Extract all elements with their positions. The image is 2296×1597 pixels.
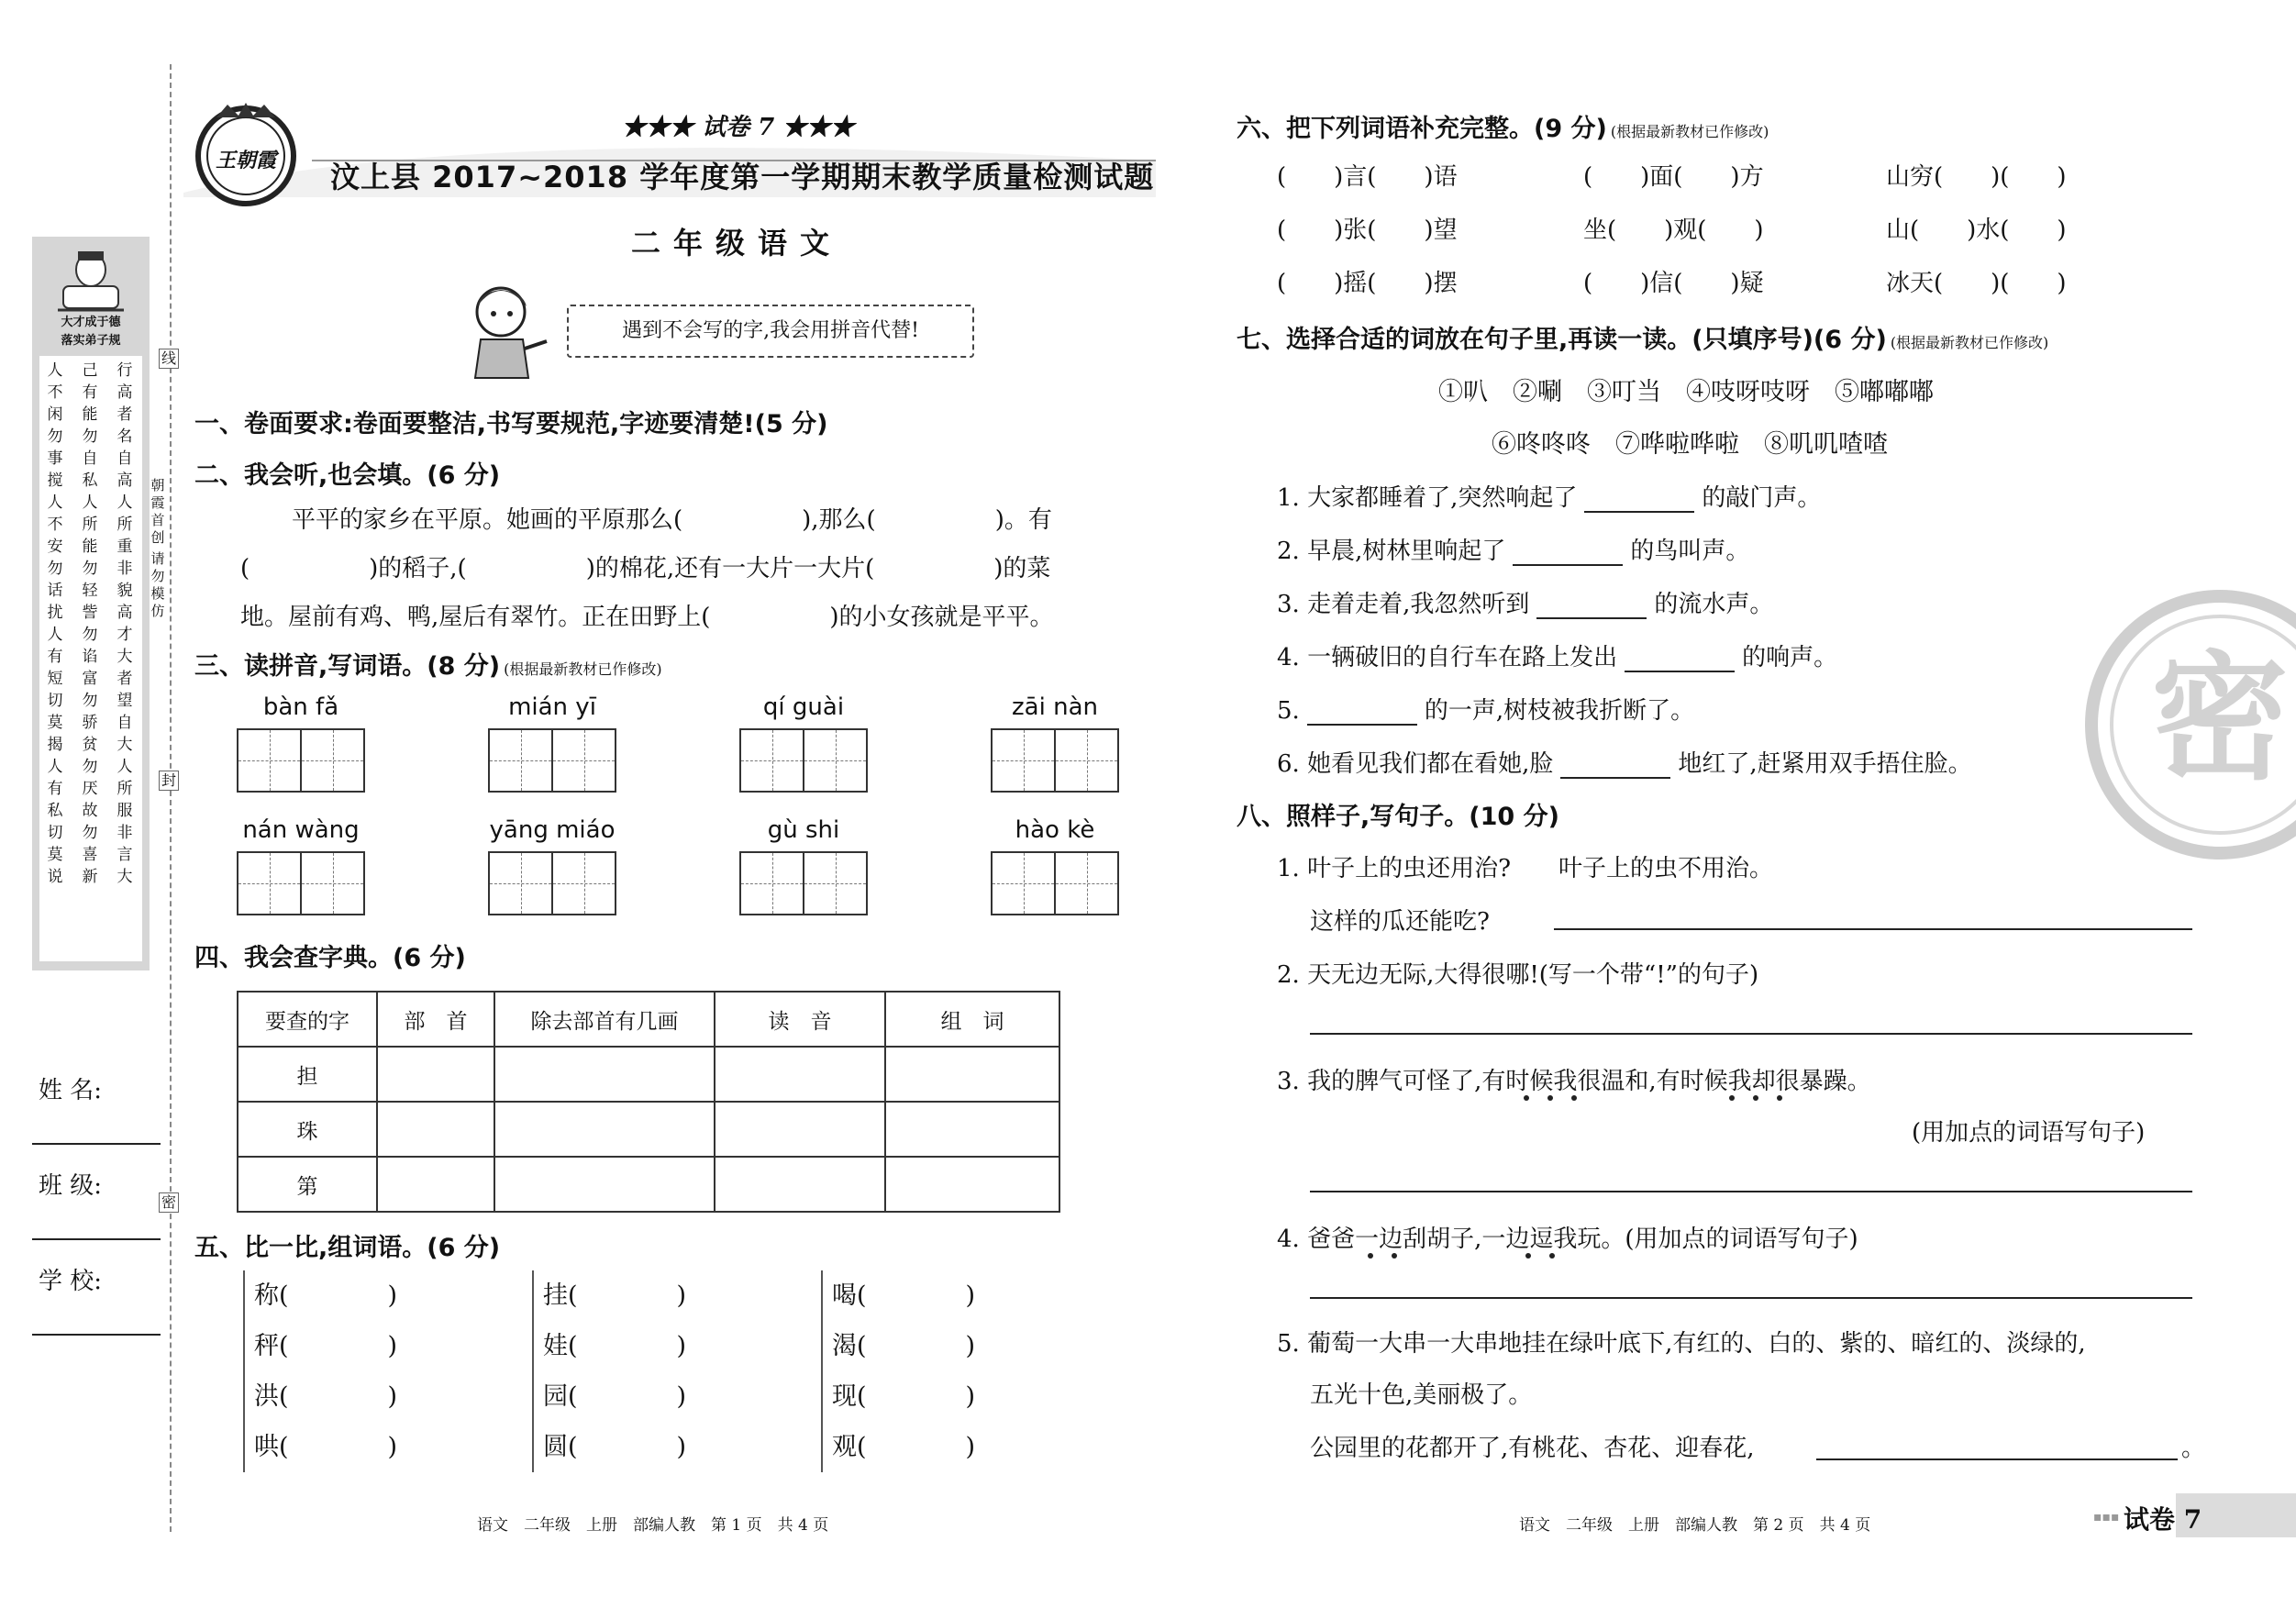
motto-column-1: 人不闲勿事搅人不安勿话扰人有短切莫揭人有私切莫说	[47, 361, 63, 886]
compare-item: 喝( )	[832, 1281, 976, 1310]
motto-heading: 大才成于德 落实弟子规	[61, 316, 121, 348]
answer-cell[interactable]	[377, 1157, 494, 1212]
writing-grid[interactable]	[237, 851, 365, 915]
name-label: 姓 名:	[39, 1077, 103, 1104]
motto-panel	[32, 237, 150, 970]
word-options-2: ⑥咚咚咚 ⑦哗啦哗啦 ⑧叽叽喳喳	[1492, 430, 1888, 459]
writing-grid[interactable]	[488, 851, 616, 915]
writing-grid[interactable]	[488, 728, 616, 793]
answer-cell[interactable]	[494, 1047, 715, 1102]
answer-line[interactable]	[1310, 1297, 2192, 1299]
compare-item: 园( )	[543, 1382, 687, 1411]
paper-badge: 试卷 7	[2124, 1504, 2202, 1535]
pinyin-label: nán wàng	[242, 816, 360, 844]
idiom-item: ( )信( )疑	[1583, 270, 1764, 297]
pinyin-label: zāi nàn	[1012, 693, 1098, 721]
answer-cell[interactable]	[715, 1157, 885, 1212]
seal-text: 密	[2150, 639, 2290, 799]
section-7-title: 七、选择合适的词放在句子里,再读一读。(只填序号)(6 分) (根据最新教材已作修改)	[1237, 326, 2049, 354]
binding-tag-top: 线	[159, 349, 179, 369]
hint-box: 遇到不会写的字,我会用拼音代替!	[567, 305, 974, 358]
binding-copy-tag: 请勿模仿	[150, 550, 165, 619]
column-header: 读 音	[715, 992, 885, 1047]
compare-item: 称( )	[254, 1281, 398, 1310]
compare-item: 洪( )	[254, 1382, 398, 1411]
table-row	[238, 1102, 1059, 1157]
passage-line-2: ( )的稻子,( )的棉花,还有一大片一大片( )的菜	[240, 555, 1051, 582]
section-8-title: 八、照样子,写句子。(10 分)	[1237, 803, 1559, 831]
answer-cell[interactable]	[494, 1102, 715, 1157]
answer-cell[interactable]	[377, 1102, 494, 1157]
school-field[interactable]	[32, 1334, 161, 1336]
writing-grid[interactable]	[739, 728, 868, 793]
idiom-item: 山穷( )( )	[1886, 163, 2067, 191]
binding-tag-mid: 封	[159, 771, 179, 791]
passage-line-3: 地。屋前有鸡、鸭,屋后有翠竹。正在田野上( )的小女孩就是平平。	[240, 604, 1054, 631]
answer-cell[interactable]	[377, 1047, 494, 1102]
compare-item: 圆( )	[543, 1433, 687, 1461]
pinyin-label: gù shi	[767, 816, 840, 844]
compare-column-3	[821, 1270, 975, 1472]
writing-grid[interactable]	[739, 851, 868, 915]
school-label: 学 校:	[39, 1268, 103, 1295]
idiom-item: ( )摇( )摆	[1277, 270, 1458, 297]
section-5-title: 五、比一比,组词语。(6 分)	[194, 1234, 501, 1262]
answer-blank[interactable]	[1584, 491, 1694, 513]
compare-item: 挂( )	[543, 1281, 687, 1310]
fill-question-5: 5. 的一声,树枝被我折断了。	[1277, 697, 1695, 725]
page-footer-right: 语文 二年级 上册 部编人教 第 2 页 共 4 页	[1519, 1516, 1871, 1535]
compare-column-1	[243, 1270, 397, 1472]
class-field[interactable]	[32, 1238, 161, 1240]
dictionary-table	[237, 991, 1060, 1213]
sentence-question-5-cont: 五光十色,美丽极了。	[1310, 1381, 1533, 1409]
sentence-hint: (用加点的词语写句子)	[1912, 1119, 2146, 1147]
class-label: 班 级:	[39, 1172, 103, 1200]
answer-cell[interactable]	[494, 1157, 715, 1212]
answer-cell[interactable]	[885, 1157, 1059, 1212]
idiom-item: 冰天( )( )	[1886, 270, 2067, 297]
answer-cell[interactable]	[885, 1047, 1059, 1102]
sentence-question-3: 3. 我的脾气可怪了,有时候我很温和,有时候我却很暴躁。	[1277, 1068, 1871, 1095]
section-1-title: 一、卷面要求:卷面要整洁,书写要规范,字迹要清楚!(5 分)	[194, 410, 828, 438]
compare-item: 哄( )	[254, 1433, 398, 1461]
brand-name: 王朝霞	[215, 149, 276, 172]
lookup-char: 珠	[238, 1102, 377, 1157]
compare-item: 现( )	[832, 1382, 976, 1411]
answer-line[interactable]	[1310, 1033, 2192, 1035]
motto-column-2: 己有能勿自私人所能勿轻訾勿谄富勿骄贫勿厌故勿喜新	[82, 361, 98, 886]
fill-question-3: 3. 走着走着,我忽然听到 的流水声。	[1277, 591, 1774, 618]
sentence-prompt-5: 公园里的花都开了,有桃花、杏花、迎春花,	[1310, 1435, 1755, 1462]
paper-number-tag: ★★★ 试卷 7 ★★★	[622, 114, 855, 141]
word-options-1: ①叭 ②唰 ③叮当 ④吱呀吱呀 ⑤嘟嘟嘟	[1438, 378, 1934, 406]
section-6-title: 六、把下列词语补充完整。(9 分) (根据最新教材已作修改)	[1237, 115, 1769, 143]
badge-squares: ▪▪▪	[2093, 1510, 2120, 1525]
column-header: 除去部首有几画	[494, 992, 715, 1047]
writing-grid[interactable]	[237, 728, 365, 793]
pinyin-label: yāng miáo	[489, 816, 616, 844]
pinyin-label: hào kè	[1015, 816, 1095, 844]
pinyin-label: qí guài	[762, 693, 845, 721]
lookup-char: 担	[238, 1047, 377, 1102]
answer-line[interactable]	[1554, 928, 2192, 930]
page-footer-left: 语文 二年级 上册 部编人教 第 1 页 共 4 页	[477, 1516, 829, 1535]
sentence-question-2: 2. 天无边无际,大得很哪!(写一个带“!”的句子)	[1277, 961, 1759, 989]
writing-grid[interactable]	[991, 728, 1119, 793]
writing-grid[interactable]	[991, 851, 1119, 915]
girl-mascot	[459, 275, 550, 382]
sentence-question-4: 4. 爸爸一边刮胡子,一边逗我玩。(用加点的词语写句子)	[1277, 1225, 1858, 1253]
pinyin-label: mián yī	[508, 693, 596, 721]
answer-cell[interactable]	[715, 1047, 885, 1102]
compare-item: 秤( )	[254, 1332, 398, 1360]
name-field[interactable]	[32, 1143, 161, 1145]
answer-cell[interactable]	[715, 1102, 885, 1157]
exam-title: 汶上县 2017~2018 学年度第一学期期末教学质量检测试题	[330, 160, 1155, 194]
compare-column-2	[532, 1270, 686, 1472]
idiom-item: ( )张( )望	[1277, 216, 1458, 244]
idiom-item: 山( )水( )	[1886, 216, 2067, 244]
answer-blank[interactable]	[1536, 597, 1647, 619]
column-header: 要查的字	[238, 992, 377, 1047]
column-header: 组 词	[885, 992, 1059, 1047]
motto-body	[39, 356, 142, 961]
passage-line-1: 平平的家乡在平原。她画的平原那么( ),那么( )。有	[292, 506, 1052, 534]
sentence-question-5: 5. 葡萄一大串一大串地挂在绿叶底下,有红的、白的、紫的、暗红的、淡绿的,	[1277, 1330, 2086, 1358]
idiom-item: 坐( )观( )	[1583, 216, 1764, 244]
pinyin-label: bàn fǎ	[262, 693, 339, 721]
column-header: 部 首	[377, 992, 494, 1047]
answer-line[interactable]	[1816, 1458, 2178, 1460]
scholar-illustration	[54, 244, 128, 314]
answer-cell[interactable]	[885, 1102, 1059, 1157]
emphasis-dots	[1358, 1251, 1578, 1260]
confidential-seal	[2082, 587, 2296, 862]
compare-item: 娃( )	[543, 1332, 687, 1360]
section-3-title: 三、读拼音,写词语。(8 分) (根据最新教材已作修改)	[194, 652, 662, 681]
fill-question-4: 4. 一辆破旧的自行车在路上发出 的响声。	[1277, 644, 1838, 671]
full-stop: 。	[2181, 1435, 2206, 1462]
compare-item: 渴( )	[832, 1332, 976, 1360]
idiom-item: ( )言( )语	[1277, 163, 1458, 191]
binding-tag-bottom: 密	[159, 1192, 179, 1213]
sentence-prompt: 这样的瓜还能吃?	[1310, 908, 1490, 936]
lookup-char: 第	[238, 1157, 377, 1212]
answer-blank[interactable]	[1307, 704, 1417, 726]
binding-seal-tag: 朝霞首创	[150, 477, 165, 546]
table-row	[238, 1157, 1059, 1212]
table-row	[238, 1047, 1059, 1102]
section-2-title: 二、我会听,也会填。(6 分)	[194, 461, 501, 490]
answer-blank[interactable]	[1513, 544, 1623, 566]
example-sentence: 1. 叶子上的虫还用治? 叶子上的虫不用治。	[1277, 855, 1774, 882]
subject-title: 二年级语文	[631, 226, 843, 261]
fill-question-1: 1. 大家都睡着了,突然响起了 的敲门声。	[1277, 484, 1822, 512]
emphasis-dots	[1514, 1093, 1807, 1103]
table-header-row	[238, 992, 1059, 1047]
section-4-title: 四、我会查字典。(6 分)	[194, 944, 466, 972]
compare-item: 观( )	[832, 1433, 976, 1461]
answer-blank[interactable]	[1625, 650, 1735, 672]
binding-dash-line	[170, 64, 172, 1532]
answer-blank[interactable]	[1560, 757, 1670, 779]
idiom-item: ( )面( )方	[1583, 163, 1764, 191]
fill-question-6: 6. 她看见我们都在看她,脸 地红了,赶紧用双手捂住脸。	[1277, 750, 1972, 778]
motto-column-3: 行高者名自高人所重非貌高才大者望自大人所服非言大	[116, 361, 133, 886]
fill-question-2: 2. 早晨,树林里响起了 的鸟叫声。	[1277, 538, 1750, 565]
answer-line[interactable]	[1310, 1191, 2192, 1192]
